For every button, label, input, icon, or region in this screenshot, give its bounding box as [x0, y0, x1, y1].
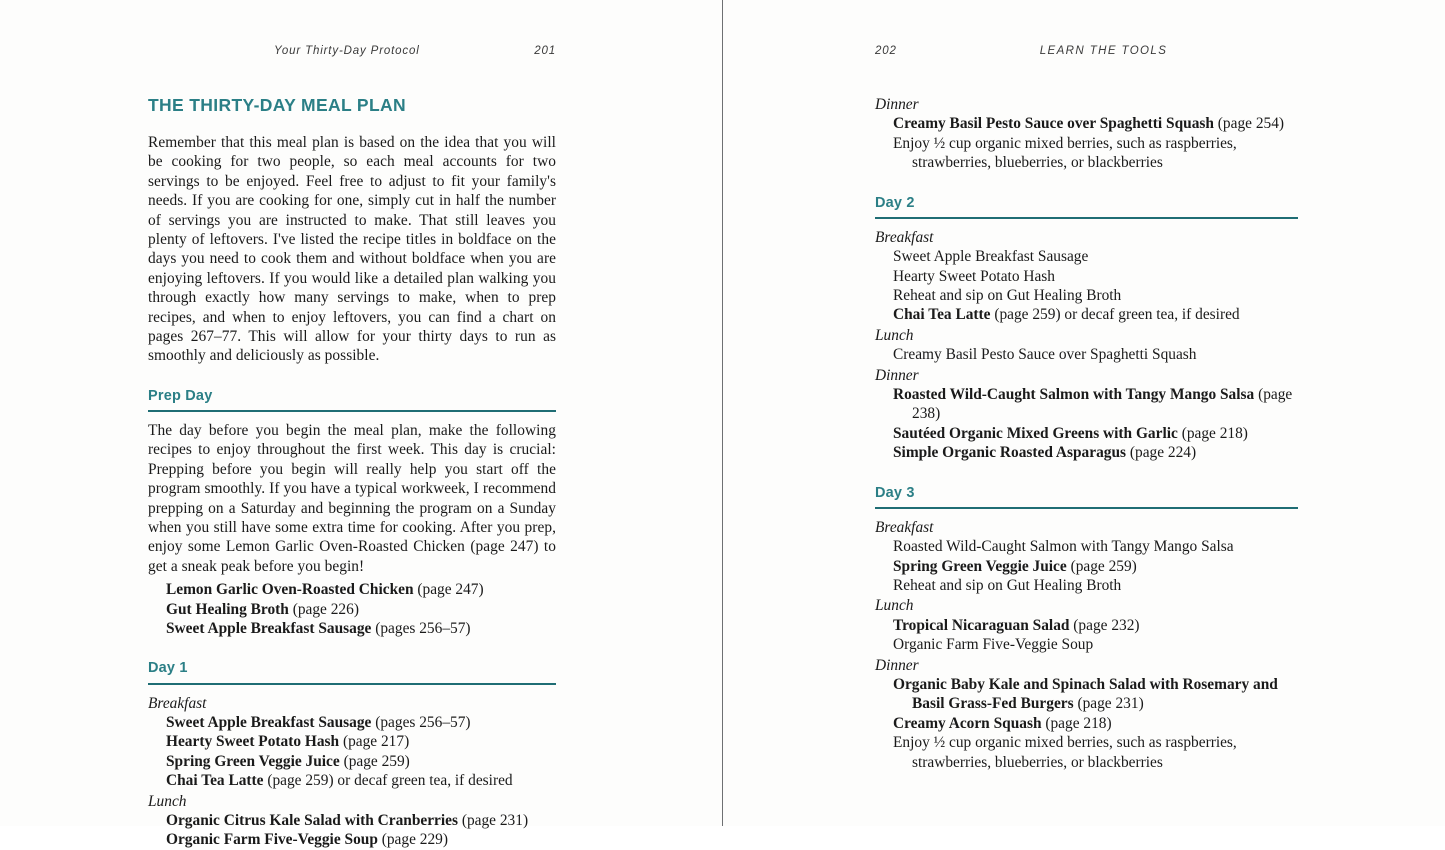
meal-label: Dinner — [875, 96, 919, 113]
meal-item-list — [875, 114, 1298, 172]
meal-label: Lunch — [875, 597, 914, 615]
recipe-list-item — [893, 714, 1298, 733]
recipe-title: Sautéed Organic Mixed Greens with Garlic — [893, 424, 1178, 442]
recipe-list-item — [893, 635, 1298, 654]
recipe-page-reference: (page 259) or decaf green tea, if desired — [263, 772, 513, 790]
running-head-left — [148, 45, 556, 61]
prep-day-heading: Prep Day — [148, 387, 213, 404]
meal-label: Breakfast — [875, 518, 934, 536]
recipe-title: Creamy Basil Pesto Sauce over Spaghetti Squash — [893, 115, 1214, 133]
recipe-title: Organic Citrus Kale Salad with Cranberries — [166, 812, 458, 830]
meal-item-list — [875, 616, 1298, 655]
recipe-page-reference: (page 218) — [1041, 714, 1112, 732]
recipe-list-item — [166, 600, 556, 619]
recipe-note: Sweet Apple Breakfast Sausage — [893, 248, 1089, 266]
recipe-list-item — [166, 580, 556, 599]
recipe-page-reference: (page 217) — [339, 733, 410, 751]
recipe-title: Sweet Apple Breakfast Sausage — [166, 714, 372, 731]
intro-paragraph: Remember that this meal plan is based on the idea that you will be cooking for two people, so each meal accounts for two servings to be enjoyed. Feel free to adjust to fit your family's needs. If you are cooking for one, simply cut in half the number of servings you are instructed to make. That still leaves you plenty of leftovers. I've listed the recipe titles in boldface on the days you need to cook them and without boldface when you are enjoying leftovers. If you would like a detailed plan walking you through exactly how many servings to make, when to prep recipes, and when to enjoy leftovers, you can find a chart on pages 267–77. This will allow for your thirty days to run as smoothly and deliciously as possible. — [148, 134, 556, 365]
meal-label: Breakfast — [148, 694, 207, 712]
heading-rule — [875, 507, 1298, 509]
recipe-page-reference: (pages 256–57) — [371, 714, 471, 731]
section-prep-day — [148, 387, 556, 639]
meal-item-list — [875, 345, 1298, 364]
running-head-right — [875, 45, 1298, 61]
recipe-page-reference: (page 238) — [912, 386, 1293, 423]
recipe-list-item — [166, 771, 556, 790]
recipe-list-item — [893, 267, 1298, 286]
recipe-list-item — [893, 616, 1298, 635]
recipe-title: Sweet Apple Breakfast Sausage — [166, 620, 372, 638]
recipe-page-reference: (page 254) — [1213, 115, 1285, 133]
recipe-list-item — [166, 830, 556, 849]
recipe-list-item — [893, 114, 1298, 133]
meal-label: Dinner — [875, 366, 919, 384]
section-day-2 — [875, 194, 1298, 463]
meal-label: Lunch — [148, 792, 187, 810]
recipe-page-reference: (pages 256–57) — [371, 620, 471, 638]
recipe-note: Reheat and sip on Gut Healing Broth — [893, 576, 1122, 594]
recipe-page-reference: (page 259) — [339, 752, 410, 770]
recipe-title: Spring Green Veggie Juice — [166, 752, 340, 770]
recipe-page-reference: (page 259) or decaf green tea, if desired — [990, 306, 1240, 324]
running-head-title: Your Thirty-Day Protocol — [274, 45, 420, 57]
recipe-list-item — [893, 537, 1298, 556]
recipe-list-item — [893, 675, 1298, 714]
recipe-page-reference: (page 224) — [1126, 444, 1197, 462]
recipe-page-reference: (page 232) — [1069, 616, 1140, 634]
recipe-note: Enjoy ½ cup organic mixed berries, such as raspberries, strawberries, blueberries, or blackberries — [893, 134, 1237, 172]
section-day-1 — [148, 659, 556, 849]
recipe-title: Organic Farm Five-Veggie Soup — [166, 831, 378, 849]
recipe-list-item — [893, 247, 1298, 266]
recipe-list-item — [166, 732, 556, 751]
page-left — [0, 0, 723, 849]
recipe-list-item — [893, 286, 1298, 305]
heading-rule — [148, 683, 556, 685]
prep-day-paragraph: The day before you begin the meal plan, make the following recipes to enjoy throughout the first week. This day is crucial: Prepping before you begin will really help you start off the program smoothly. If you have a typical workweek, I recommend prepping on a Saturday and beginning the program on a Sunday when you still have some extra time for cooking. After you prep, enjoy some Lemon Garlic Oven-Roasted Chicken (page 247) to get a sneak peak before you begin! — [148, 422, 556, 575]
recipe-note: Roasted Wild-Caught Salmon with Tangy Mango Salsa — [893, 538, 1234, 556]
recipe-title: Organic Baby Kale and Spinach Salad with Rosemary and Basil Grass-Fed Burgers — [893, 676, 1278, 713]
day-1-meals — [148, 694, 556, 850]
recipe-list-item — [893, 733, 1298, 772]
recipe-list-item — [893, 305, 1298, 324]
recipe-title: Spring Green Veggie Juice — [893, 557, 1067, 575]
day-1-heading: Day 1 — [148, 660, 188, 677]
recipe-list-item — [166, 713, 556, 732]
meal-item-list — [148, 811, 556, 850]
recipe-list-item — [893, 443, 1298, 462]
recipe-title: Tropical Nicaraguan Salad — [893, 616, 1070, 634]
recipe-page-reference: (page 218) — [1177, 424, 1248, 442]
meal-item-list — [875, 385, 1298, 463]
recipe-note: Enjoy ½ cup organic mixed berries, such as raspberries, strawberries, blueberries, or blackberries — [893, 734, 1237, 771]
recipe-note: Organic Farm Five-Veggie Soup — [893, 636, 1094, 654]
recipe-title: Chai Tea Latte — [166, 772, 264, 790]
heading-rule — [875, 217, 1298, 219]
recipe-list-item — [166, 619, 556, 638]
recipe-page-reference: (page 226) — [288, 600, 359, 618]
continued-dinner-meal — [875, 95, 1298, 173]
recipe-note: Reheat and sip on Gut Healing Broth — [893, 286, 1122, 304]
recipe-page-reference: (page 247) — [413, 581, 484, 599]
recipe-title: Chai Tea Latte — [893, 306, 991, 324]
recipe-note: Hearty Sweet Potato Hash — [893, 267, 1055, 285]
recipe-list-item — [893, 345, 1298, 364]
page-title: THE THIRTY-DAY MEAL PLAN — [148, 95, 406, 115]
day-2-heading: Day 2 — [875, 194, 915, 211]
day-2-meals — [875, 228, 1298, 463]
recipe-page-reference: (page 231) — [1073, 695, 1144, 713]
meal-label: Lunch — [875, 326, 914, 344]
recipe-title: Roasted Wild-Caught Salmon with Tangy Mango Salsa — [893, 386, 1255, 403]
prep-day-recipe-list — [148, 580, 556, 638]
recipe-title: Gut Healing Broth — [166, 600, 289, 618]
running-head-title: LEARN THE TOOLS — [1039, 45, 1168, 57]
recipe-page-reference: (page 259) — [1066, 557, 1137, 575]
recipe-list-item — [893, 576, 1298, 595]
day-3-meals — [875, 518, 1298, 772]
meal-item-list — [148, 713, 556, 791]
heading-rule — [148, 410, 556, 412]
meal-label: Breakfast — [875, 228, 934, 246]
section-day-3 — [875, 484, 1298, 772]
recipe-note: Creamy Basil Pesto Sauce over Spaghetti Squash — [893, 346, 1197, 364]
recipe-list-item — [893, 134, 1298, 173]
recipe-page-reference: (page 229) — [377, 831, 448, 849]
page-number: 201 — [534, 45, 556, 57]
recipe-title: Lemon Garlic Oven-Roasted Chicken — [166, 581, 414, 599]
page-number: 202 — [875, 45, 897, 57]
recipe-title: Creamy Acorn Squash — [893, 714, 1042, 732]
recipe-title: Hearty Sweet Potato Hash — [166, 733, 340, 751]
day-3-heading: Day 3 — [875, 484, 915, 501]
recipe-list-item — [166, 752, 556, 771]
meal-item-list — [875, 675, 1298, 772]
recipe-page-reference: (page 231) — [457, 812, 529, 830]
meal-item-list — [875, 247, 1298, 325]
recipe-title: Simple Organic Roasted Asparagus — [893, 444, 1127, 462]
meal-item-list — [875, 537, 1298, 595]
recipe-list-item — [893, 385, 1298, 424]
meal-label: Dinner — [875, 656, 919, 674]
recipe-list-item — [166, 811, 556, 830]
page-right — [723, 0, 1445, 826]
recipe-list-item — [893, 557, 1298, 576]
recipe-list-item — [893, 424, 1298, 443]
